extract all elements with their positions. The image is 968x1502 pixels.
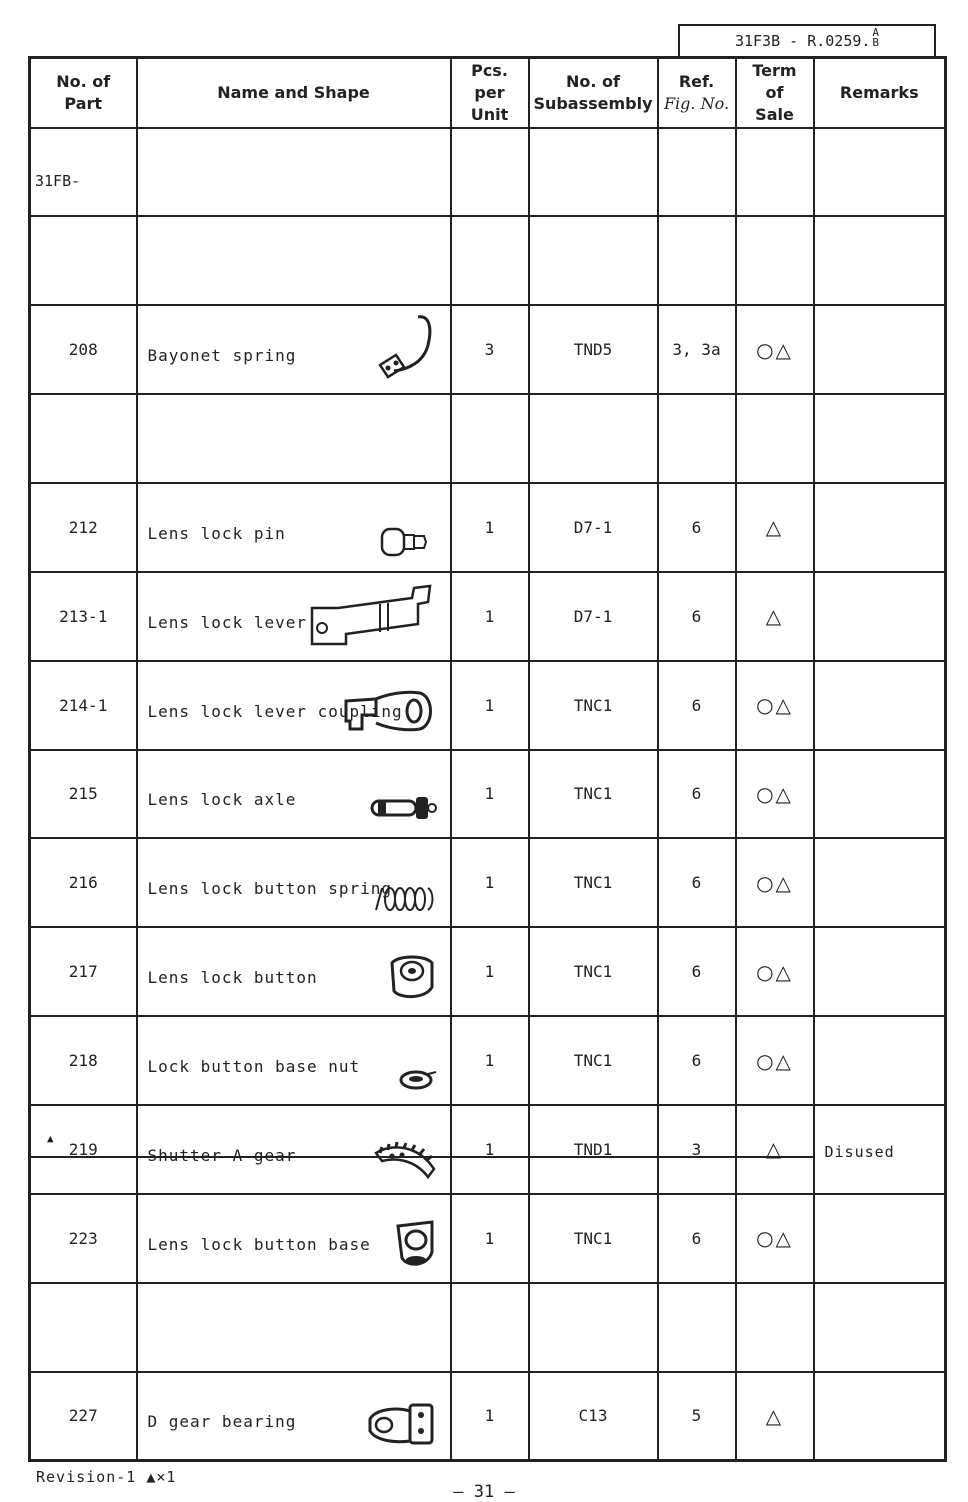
- header-name-shape: Name and Shape: [137, 58, 451, 128]
- pieces-per-unit-cell: [451, 1016, 529, 1105]
- ref-fig-number-cell: [658, 1016, 736, 1105]
- ref-fig-number: 6: [691, 695, 702, 715]
- term-of-sale-cell: [736, 661, 814, 750]
- part-number-cell: [30, 838, 137, 927]
- document-reference: [678, 24, 936, 56]
- part-name: Lens lock button base: [147, 1234, 371, 1254]
- part-name: Lens lock axle: [147, 790, 297, 810]
- ref-fig-number: 6: [691, 873, 702, 893]
- term-of-sale-cell: [736, 838, 814, 927]
- subassembly-number-cell: [529, 661, 658, 750]
- doc-ref-sub: B: [872, 36, 880, 49]
- pieces-per-unit: 1: [484, 1406, 495, 1426]
- ref-fig-number-cell: [658, 305, 736, 394]
- table-row: [30, 572, 946, 661]
- subassembly-number-cell: [529, 1283, 658, 1372]
- part-number: 208: [68, 340, 98, 360]
- part-number: 216: [68, 873, 98, 893]
- subassembly-number: TNC1: [573, 962, 613, 982]
- ref-fig-number-cell: [658, 1194, 736, 1283]
- table-row: [30, 1283, 946, 1372]
- revision-mark: ▲: [47, 1131, 54, 1145]
- remarks-cell: [814, 838, 946, 927]
- pieces-per-unit-cell: [451, 1372, 529, 1461]
- strikethrough-line: [530, 1156, 657, 1158]
- term-of-sale: △: [765, 515, 784, 540]
- term-of-sale-cell: [736, 750, 814, 839]
- ref-fig-number: 6: [691, 1051, 702, 1071]
- table-row: [30, 483, 946, 572]
- term-of-sale-cell: [736, 128, 814, 217]
- remarks-cell: [814, 1372, 946, 1461]
- part-number-cell: [30, 305, 137, 394]
- term-of-sale-cell: [736, 1016, 814, 1105]
- remarks-text: Disused: [824, 1143, 895, 1162]
- part-name: Lens lock button spring: [147, 879, 393, 899]
- strikethrough-line: [737, 1156, 813, 1158]
- term-of-sale-cell: [736, 483, 814, 572]
- gear-bearing-icon: [366, 1401, 438, 1451]
- part-number: 214-1: [59, 695, 108, 715]
- remarks-cell: [814, 572, 946, 661]
- pieces-per-unit-cell: [451, 838, 529, 927]
- subassembly-number-cell: [529, 1372, 658, 1461]
- pieces-per-unit: 1: [484, 962, 495, 982]
- pieces-per-unit-cell: [451, 216, 529, 305]
- part-number-cell: [30, 572, 137, 661]
- subassembly-number-cell: [529, 927, 658, 1016]
- remarks-cell: [814, 1283, 946, 1372]
- subassembly-number-cell: [529, 483, 658, 572]
- part-name-cell: [137, 216, 451, 305]
- header-term-of-sale: Term of Sale: [736, 58, 814, 128]
- term-of-sale: ○△: [756, 337, 793, 362]
- remarks-cell: [814, 128, 946, 217]
- part-number-cell: [30, 483, 137, 572]
- pieces-per-unit-cell: [451, 750, 529, 839]
- ref-fig-number: 5: [691, 1406, 702, 1426]
- pieces-per-unit-cell: [451, 1283, 529, 1372]
- term-of-sale-cell: [736, 305, 814, 394]
- table-row: [30, 1016, 946, 1105]
- remarks-cell: [814, 483, 946, 572]
- ref-fig-number: 6: [691, 517, 702, 537]
- ref-fig-number: 6: [691, 606, 702, 626]
- part-number: 212: [68, 517, 98, 537]
- term-of-sale: ○△: [756, 870, 793, 895]
- part-number: 218: [68, 1051, 98, 1071]
- table-row: [30, 1105, 946, 1194]
- table-row: [30, 838, 946, 927]
- coil-spring-icon: [372, 884, 438, 918]
- strikethrough-line: [659, 1156, 735, 1158]
- pieces-per-unit-cell: [451, 1105, 529, 1194]
- strikethrough-line: [138, 1156, 450, 1158]
- term-of-sale-cell: [736, 927, 814, 1016]
- header-subassembly: No. of Subassembly: [529, 58, 658, 128]
- ref-fig-number: 6: [691, 1228, 702, 1248]
- subassembly-number: TND1: [573, 1139, 613, 1159]
- part-number-cell: [30, 750, 137, 839]
- base-nut-icon: [398, 1068, 438, 1096]
- strikethrough-line: [452, 1156, 528, 1158]
- remarks-cell: [814, 661, 946, 750]
- part-name-cell: [137, 572, 451, 661]
- part-name: Lens lock pin: [147, 523, 286, 543]
- subassembly-number-cell: [529, 838, 658, 927]
- term-of-sale-cell: [736, 394, 814, 483]
- part-number-cell: [30, 927, 137, 1016]
- subassembly-number-cell: [529, 572, 658, 661]
- pieces-per-unit: 1: [484, 695, 495, 715]
- part-name-cell: [137, 750, 451, 839]
- button-base-icon: [394, 1220, 438, 1274]
- subassembly-number: TNC1: [573, 1051, 613, 1071]
- ref-fig-number: 6: [691, 962, 702, 982]
- ref-fig-number-cell: [658, 572, 736, 661]
- part-name: Lens lock lever: [147, 612, 307, 632]
- part-name: Lock button base nut: [147, 1057, 361, 1077]
- part-number: 213-1: [59, 606, 108, 626]
- ref-fig-number-cell: [658, 128, 736, 217]
- part-number: 227: [68, 1406, 98, 1426]
- part-number-cell: [30, 1016, 137, 1105]
- ref-fig-number-cell: [658, 838, 736, 927]
- table-row: [30, 1372, 946, 1461]
- part-name: Lens lock lever coupling: [147, 701, 403, 721]
- part-name-cell: [137, 1016, 451, 1105]
- part-name-cell: [137, 661, 451, 750]
- part-number: 223: [68, 1228, 98, 1248]
- ref-fig-number-cell: [658, 661, 736, 750]
- pieces-per-unit: 1: [484, 606, 495, 626]
- term-of-sale: ○△: [756, 781, 793, 806]
- lever-coupling-icon: [342, 687, 438, 741]
- gear-segment-icon: [372, 1141, 438, 1185]
- part-name-cell: [137, 128, 451, 217]
- subassembly-number: C13: [578, 1406, 608, 1426]
- part-name-cell: [137, 394, 451, 483]
- remarks-cell: [814, 305, 946, 394]
- remarks-cell: [814, 1016, 946, 1105]
- remarks-cell: [814, 216, 946, 305]
- pieces-per-unit: 1: [484, 517, 495, 537]
- ref-fig-number-cell: [658, 927, 736, 1016]
- table-row: [30, 216, 946, 305]
- header-no-part: No. of Part: [30, 58, 137, 128]
- ref-fig-number: 3: [691, 1139, 702, 1159]
- term-of-sale-cell: [736, 216, 814, 305]
- term-of-sale-cell: [736, 1283, 814, 1372]
- parts-table: [28, 56, 947, 1462]
- remarks-cell: [814, 750, 946, 839]
- revision-note: Revision-1 ▲×1: [36, 1468, 177, 1486]
- pieces-per-unit-cell: [451, 483, 529, 572]
- term-of-sale: △: [765, 1403, 784, 1428]
- header-ref-fig: Ref. Fig. No.: [658, 58, 736, 128]
- table-row: [30, 927, 946, 1016]
- term-of-sale: △: [765, 604, 784, 629]
- part-number-cell: [30, 1372, 137, 1461]
- lock-button-icon: [388, 953, 438, 1007]
- header-row: [30, 58, 946, 128]
- ref-fig-number-cell: [658, 1105, 736, 1194]
- pieces-per-unit-cell: [451, 305, 529, 394]
- table-row: [30, 394, 946, 483]
- ref-fig-number-cell: [658, 483, 736, 572]
- pieces-per-unit: 1: [484, 1228, 495, 1248]
- term-of-sale: ○△: [756, 693, 793, 718]
- term-of-sale: ○△: [756, 1226, 793, 1251]
- term-of-sale: ○△: [756, 959, 793, 984]
- pieces-per-unit: 1: [484, 1051, 495, 1071]
- part-name: Bayonet spring: [147, 346, 297, 366]
- part-name-cell: [137, 838, 451, 927]
- subassembly-number-cell: [529, 750, 658, 839]
- term-of-sale: △: [765, 1137, 784, 1162]
- subassembly-number: TNC1: [573, 1228, 613, 1248]
- part-number-cell: [30, 216, 137, 305]
- part-name-cell: [137, 1194, 451, 1283]
- subassembly-number: TNC1: [573, 873, 613, 893]
- part-prefix: [30, 128, 137, 217]
- part-name-cell: [137, 1105, 451, 1194]
- subassembly-number-cell: [529, 394, 658, 483]
- table-row: [30, 1194, 946, 1283]
- part-number-cell: [30, 394, 137, 483]
- part-number-cell: [30, 1283, 137, 1372]
- pieces-per-unit: 1: [484, 1139, 495, 1159]
- lens-lock-lever-icon: [308, 582, 438, 652]
- doc-ref-code: 31F3B - R.0259.: [734, 32, 871, 50]
- subassembly-number-cell: [529, 216, 658, 305]
- term-of-sale: ○△: [756, 1048, 793, 1073]
- table-row: [30, 750, 946, 839]
- subassembly-number: TNC1: [573, 695, 613, 715]
- table-row: [30, 661, 946, 750]
- pieces-per-unit-cell: [451, 1194, 529, 1283]
- part-number-cell: [30, 1105, 137, 1194]
- subassembly-number: TND5: [573, 340, 613, 360]
- subassembly-number-cell: [529, 305, 658, 394]
- lens-lock-pin-icon: [378, 525, 438, 563]
- table-row: [30, 128, 946, 217]
- part-name: D gear bearing: [147, 1412, 297, 1432]
- bayonet-spring-icon: [374, 311, 438, 385]
- ref-fig-number-cell: [658, 750, 736, 839]
- subassembly-number: D7-1: [573, 606, 613, 626]
- header-pcs-per-unit: Pcs. per Unit: [451, 58, 529, 128]
- subassembly-number: D7-1: [573, 517, 613, 537]
- term-of-sale-cell: [736, 1194, 814, 1283]
- part-name-cell: [137, 1283, 451, 1372]
- part-name-cell: [137, 305, 451, 394]
- remarks-cell: [814, 394, 946, 483]
- subassembly-number-cell: [529, 1105, 658, 1194]
- part-name-cell: [137, 483, 451, 572]
- ref-fig-number-cell: [658, 216, 736, 305]
- ref-fig-number: 6: [691, 784, 702, 804]
- strikethrough-line: [31, 1156, 136, 1158]
- ref-fig-number-cell: [658, 1283, 736, 1372]
- part-name: Lens lock button: [147, 968, 318, 988]
- term-of-sale-cell: [736, 1372, 814, 1461]
- lens-lock-axle-icon: [368, 791, 438, 829]
- remarks-cell: [814, 927, 946, 1016]
- subassembly-number-cell: [529, 1194, 658, 1283]
- pieces-per-unit-cell: [451, 394, 529, 483]
- table-row: [30, 305, 946, 394]
- part-number: 215: [68, 784, 98, 804]
- subassembly-number: TNC1: [573, 784, 613, 804]
- part-number-cell: [30, 1194, 137, 1283]
- ref-fig-number-cell: [658, 394, 736, 483]
- pieces-per-unit: 1: [484, 873, 495, 893]
- page-number: — 31 —: [453, 1482, 515, 1502]
- part-name: Shutter A gear: [147, 1145, 297, 1165]
- term-of-sale-cell: [736, 1105, 814, 1194]
- remarks-cell: [814, 1105, 946, 1194]
- pieces-per-unit: 3: [484, 340, 495, 360]
- term-of-sale-cell: [736, 572, 814, 661]
- header-remarks: Remarks: [814, 58, 946, 128]
- pieces-per-unit-cell: [451, 661, 529, 750]
- pieces-per-unit-cell: [451, 128, 529, 217]
- pieces-per-unit-cell: [451, 572, 529, 661]
- part-number-cell: [30, 661, 137, 750]
- part-prefix-text: 31FB-: [35, 171, 81, 190]
- part-number: 217: [68, 962, 98, 982]
- ref-fig-number: 3, 3a: [672, 340, 721, 360]
- remarks-cell: [814, 1194, 946, 1283]
- ref-fig-number-cell: [658, 1372, 736, 1461]
- subassembly-number-cell: [529, 128, 658, 217]
- part-number: 219: [68, 1139, 98, 1159]
- part-name-cell: [137, 927, 451, 1016]
- pieces-per-unit-cell: [451, 927, 529, 1016]
- doc-ref-sup: A: [872, 26, 880, 39]
- pieces-per-unit: 1: [484, 784, 495, 804]
- subassembly-number-cell: [529, 1016, 658, 1105]
- part-name-cell: [137, 1372, 451, 1461]
